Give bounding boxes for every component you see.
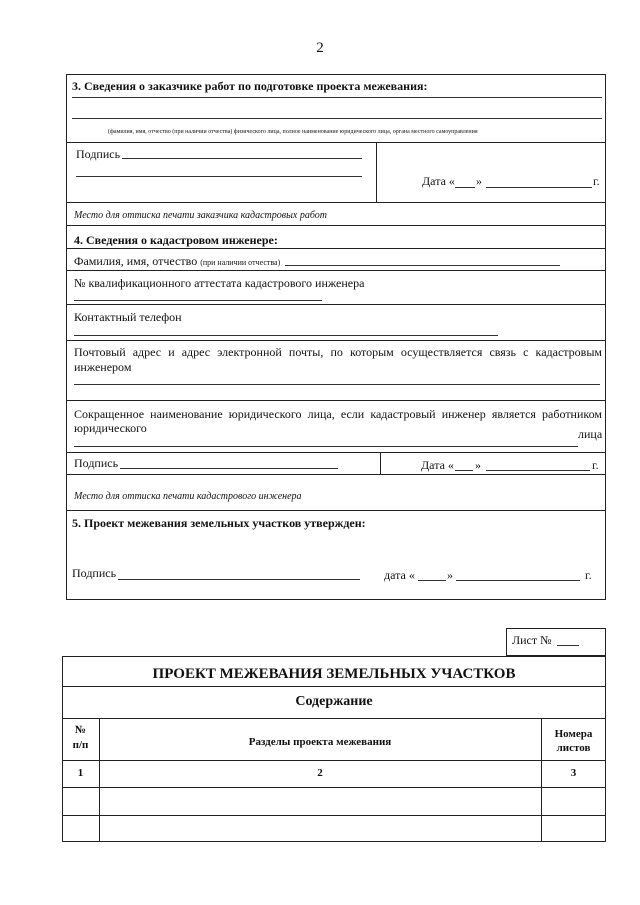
section3-divider-stamp bbox=[66, 202, 606, 203]
project-divider-contents bbox=[62, 718, 606, 719]
section4-certificate-label: № квалификационного аттестата кадастрового инженера bbox=[74, 276, 365, 290]
section4-address-label: Почтовый адрес и адрес электронной почты, по которым осуществляется связь с кадастровым инженером bbox=[74, 345, 602, 374]
section4-name-hint: (при наличии отчества) bbox=[200, 258, 281, 267]
section4-bottom bbox=[66, 510, 606, 511]
section4-date-label: Дата « bbox=[421, 458, 454, 472]
section3-divider-sign bbox=[66, 142, 606, 143]
header-sheets-line1: Номера bbox=[554, 728, 593, 740]
section3-line-1 bbox=[72, 97, 602, 98]
section3-date-year: г. bbox=[593, 174, 600, 188]
page-number: 2 bbox=[316, 40, 324, 56]
section4-org-label-line2a: юридического bbox=[74, 421, 147, 435]
header-sheets-line2: листов bbox=[556, 742, 591, 754]
section4-divider-phone bbox=[66, 340, 606, 341]
section4-phone-label: Контактный телефон bbox=[74, 310, 182, 324]
section5-date-month-line[interactable] bbox=[456, 580, 580, 581]
section4-date-month-line[interactable] bbox=[486, 470, 590, 471]
section3-signature-label: Подпись bbox=[76, 147, 121, 161]
section3-date-day-line[interactable] bbox=[455, 187, 475, 188]
section4-divider-address bbox=[66, 400, 606, 401]
section4-vdivider bbox=[380, 452, 381, 474]
numbering-cell-1: 1 bbox=[77, 767, 84, 779]
section4-divider-name bbox=[66, 270, 606, 271]
section4-org-label-line2b: лица bbox=[578, 427, 603, 441]
section5-title: 5. Проект межевания земельных участков утвержден: bbox=[72, 516, 366, 530]
section4-signature-line[interactable] bbox=[120, 468, 338, 469]
numbering-cell-3: 3 bbox=[570, 767, 577, 779]
section3-date-month-line[interactable] bbox=[486, 187, 592, 188]
section3-stamp-note: Место для оттиска печати заказчика кадастровых работ bbox=[74, 210, 327, 221]
section4-name-line[interactable] bbox=[285, 265, 560, 266]
section3-date-mid: » bbox=[476, 174, 482, 188]
section4-name-text: Фамилия, имя, отчество bbox=[74, 254, 198, 268]
header-num-line2: п/п bbox=[72, 739, 89, 751]
section4-certificate-line[interactable] bbox=[74, 300, 322, 301]
section5-date-label: дата « bbox=[384, 568, 415, 582]
section4-org-line[interactable] bbox=[74, 446, 578, 447]
project-divider-row1 bbox=[62, 787, 606, 788]
section4-date-mid: » bbox=[475, 458, 481, 472]
section3-signature-line-2[interactable] bbox=[76, 176, 362, 177]
section4-divider-cert bbox=[66, 304, 606, 305]
section4-org-label-line1: Сокращенное наименование юридического лица, если кадастровый инженер является работником bbox=[74, 407, 602, 421]
project-divider-header bbox=[62, 760, 606, 761]
section3-bottom bbox=[66, 225, 606, 226]
section4-address-line[interactable] bbox=[74, 384, 600, 385]
section4-signature-label: Подпись bbox=[74, 456, 119, 470]
section4-divider-title bbox=[66, 248, 606, 249]
contents-title: Содержание bbox=[295, 694, 373, 709]
section3-title: 3. Сведения о заказчике работ по подготовке проекта межевания: bbox=[72, 79, 428, 93]
section3-vdivider bbox=[376, 142, 377, 202]
section4-date-day-line[interactable] bbox=[455, 470, 473, 471]
project-divider-title bbox=[62, 686, 606, 687]
section5-signature-line[interactable] bbox=[118, 579, 360, 580]
project-divider-row2 bbox=[62, 815, 606, 816]
section4-title: 4. Сведения о кадастровом инженере: bbox=[74, 233, 278, 247]
section4-divider-sign bbox=[66, 474, 606, 475]
section4-stamp-note: Место для оттиска печати кадастрового инженера bbox=[74, 491, 302, 502]
section4-phone-line[interactable] bbox=[74, 335, 498, 336]
section3-signature-line[interactable] bbox=[122, 158, 362, 159]
sheet-number-label: Лист № bbox=[512, 633, 552, 647]
section4-divider-org bbox=[66, 452, 606, 453]
sheet-number-line[interactable] bbox=[557, 645, 579, 646]
section3-line-2 bbox=[72, 118, 602, 119]
section3-caption: (фамилия, имя, отчество (при наличии отчества) физического лица, полное наименование юридического лица, органа местного самоуправления bbox=[108, 129, 478, 135]
section5-date-day-line[interactable] bbox=[418, 580, 446, 581]
section5-signature-label: Подпись bbox=[72, 566, 117, 580]
section3-date-label: Дата « bbox=[422, 174, 455, 188]
section4-date-year: г. bbox=[592, 458, 599, 472]
project-title: ПРОЕКТ МЕЖЕВАНИЯ ЗЕМЕЛЬНЫХ УЧАСТКОВ bbox=[152, 666, 516, 682]
section4-name-label bbox=[74, 254, 280, 269]
header-sections: Разделы проекта межевания bbox=[248, 736, 392, 748]
header-num-line1: № bbox=[74, 724, 87, 736]
section5-date-year: г. bbox=[585, 568, 592, 582]
numbering-cell-2: 2 bbox=[317, 767, 323, 779]
section5-date-mid: » bbox=[447, 568, 453, 582]
